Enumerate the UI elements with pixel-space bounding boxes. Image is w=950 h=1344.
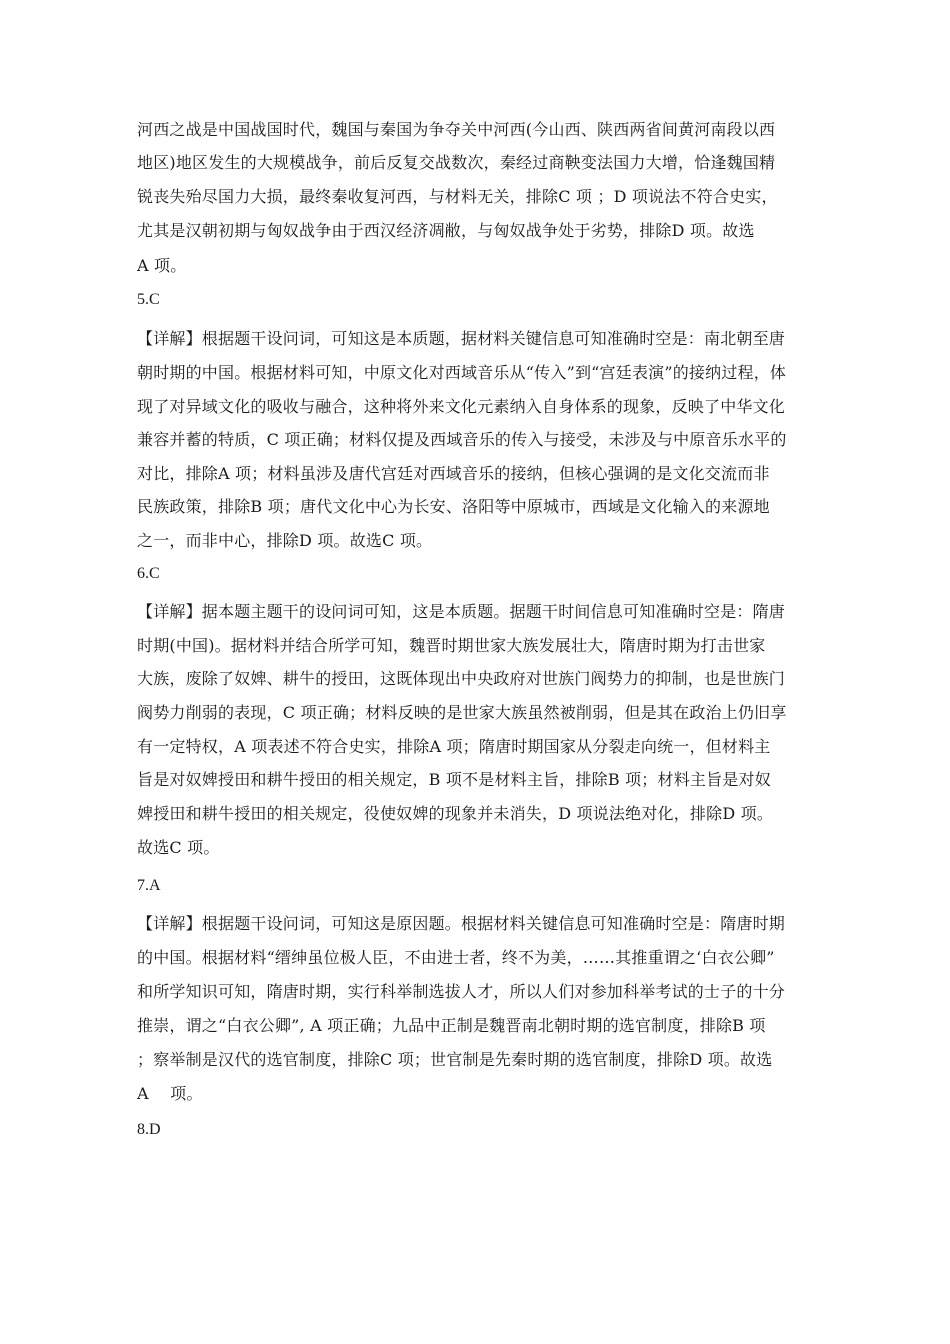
paragraph-line: 尤其是汉朝初期与匈奴战争由于西汉经济凋敝，与匈奴战争处于劣势，排除D 项。故选 <box>137 221 755 240</box>
paragraph-line: 之一，而非中心，排除D 项。故选C 项。 <box>137 531 433 550</box>
answer-number: 5.C <box>137 291 160 308</box>
answer-number: 6.C <box>137 565 160 582</box>
paragraph-line: 朝时期的中国。根据材料可知，中原文化对西域音乐从“传入”到“宫廷表演”的接纳过程，体 <box>137 363 787 382</box>
paragraph-line: 有一定特权，A 项表述不符合史实，排除A 项；隋唐时期国家从分裂走向统一，但材料主 <box>137 737 771 756</box>
paragraph-line: ；察举制是汉代的选官制度，排除C 项；世官制是先秦时期的选官制度，排除D 项。故选 <box>137 1050 773 1069</box>
paragraph-line: 【详解】根据题干设问词，可知这是本质题，据材料关键信息可知准确时空是：南北朝至唐 <box>137 329 786 348</box>
answer-number: 8.D <box>137 1121 161 1138</box>
paragraph-line: 和所学知识可知，隋唐时期，实行科举制选拔人才，所以人们对参加科举考试的士子的十分 <box>137 982 786 1001</box>
paragraph-line: 【详解】据本题主题干的设问词可知，这是本质题。据题干时间信息可知准确时空是：隋唐 <box>137 602 786 621</box>
paragraph-line: 河西之战是中国战国时代，魏国与秦国为争夺关中河西(今山西、陕西两省间黄河南段以西 <box>137 120 776 139</box>
paragraph-line: A 项。 <box>137 256 187 275</box>
paragraph-line: 对比，排除A 项；材料虽涉及唐代宫廷对西域音乐的接纳，但核心强调的是文化交流而非 <box>137 464 770 483</box>
paragraph-line: A 项。 <box>137 1084 203 1103</box>
answer-number: 7.A <box>137 877 161 894</box>
paragraph-line: 故选C 项。 <box>137 838 220 857</box>
paragraph-line: 【详解】根据题干设问词，可知这是原因题。根据材料关键信息可知准确时空是：隋唐时期 <box>137 914 786 933</box>
paragraph-line: 现了对异域文化的吸收与融合，这种将外来文化元素纳入自身体系的现象，反映了中华文化 <box>137 397 786 416</box>
paragraph-line: 时期(中国)。据材料并结合所学可知，魏晋时期世家大族发展壮大，隋唐时期为打击世家 <box>137 636 766 655</box>
paragraph-line: 地区)地区发生的大规模战争，前后反复交战数次，秦经过商鞅变法国力大增，恰逢魏国精 <box>137 153 776 172</box>
paragraph-line: 阀势力削弱的表现，C 项正确；材料反映的是世家大族虽然被削弱，但是其在政治上仍旧享 <box>137 703 787 722</box>
paragraph-line: 推崇，谓之“白衣公卿”, A 项正确；九品中正制是魏晋南北朝时期的选官制度，排除B 项 <box>137 1016 766 1035</box>
paragraph-line: 兼容并蓄的特质，C 项正确；材料仅提及西域音乐的传入与接受，未涉及与中原音乐水平的 <box>137 430 787 449</box>
paragraph-line: 民族政策，排除B 项；唐代文化中心为长安、洛阳等中原城市，西域是文化输入的来源地 <box>137 497 770 516</box>
paragraph-line: 旨是对奴婢授田和耕牛授田的相关规定，B 项不是材料主旨，排除B 项；材料主旨是对奴 <box>137 770 771 789</box>
paragraph-line: 锐丧失殆尽国力大损，最终秦收复河西，与材料无关，排除C 项 ；D 项说法不符合史实， <box>137 187 778 206</box>
paragraph-line: 大族，废除了奴婢、耕牛的授田，这既体现出中央政府对世族门阀势力的抑制，也是世族门 <box>137 669 786 688</box>
paragraph-line: 的中国。根据材料“缙绅虽位极人臣，不由进士者，终不为美，……其推重谓之‘白衣公卿” <box>137 948 775 967</box>
paragraph-line: 婢授田和耕牛授田的相关规定，役使奴婢的现象并未消失，D 项说法绝对化，排除D 项。 <box>137 804 774 823</box>
